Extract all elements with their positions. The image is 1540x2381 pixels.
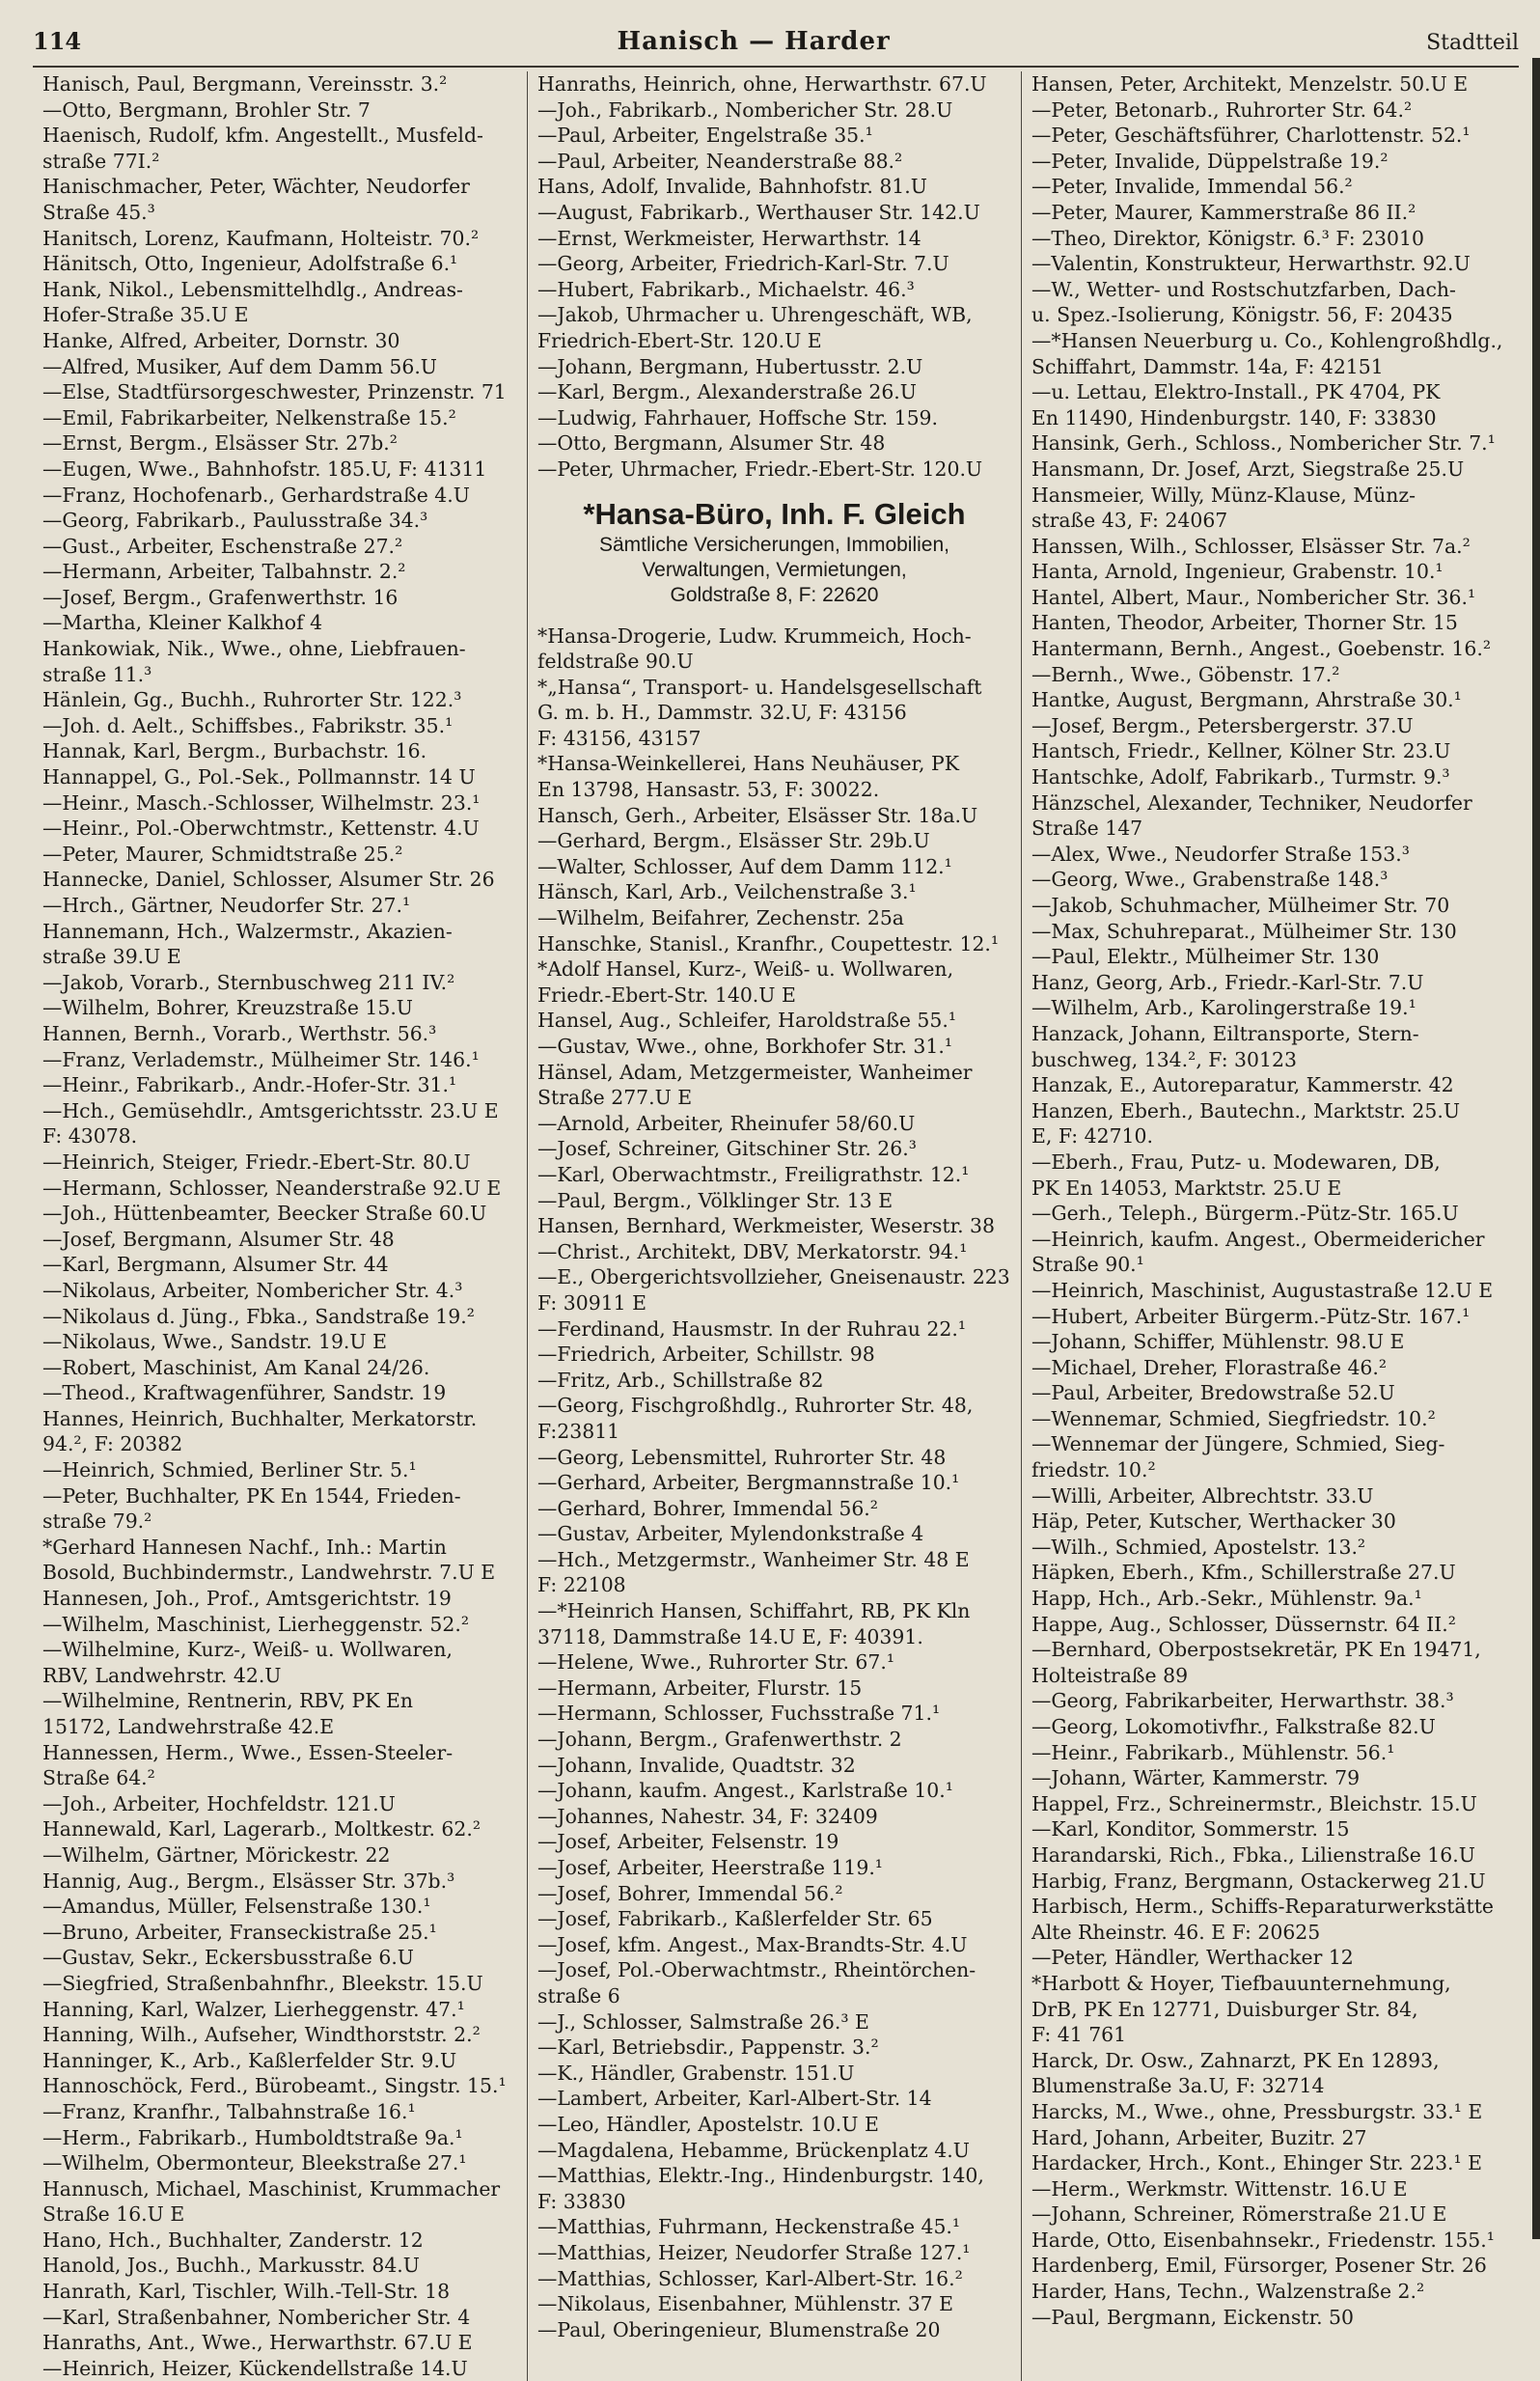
- directory-entry: *Gerhard Hannesen Nachf., Inh.: Martin: [42, 1535, 447, 1559]
- directory-entry: Hannusch, Michael, Maschinist, Krummacher: [42, 2176, 501, 2201]
- directory-entry: —Josef, Bergm., Petersbergerstr. 37.U: [1031, 713, 1414, 737]
- directory-entry: —Gerhard, Bergm., Elsässer Str. 29b.U: [537, 829, 930, 853]
- directory-entry: —Friedrich, Arbeiter, Schillstr. 98: [537, 1343, 875, 1367]
- directory-entry: Alte Rheinstr. 46. E F: 20625: [1031, 1920, 1321, 1944]
- directory-entry: DrB, PK En 12771, Duisburger Str. 84,: [1031, 1997, 1418, 2021]
- directory-entry: Happe, Aug., Schlosser, Düssernstr. 64 II.²: [1031, 1612, 1456, 1636]
- middle-entries-top: [537, 71, 1011, 483]
- directory-entry: Hardenberg, Emil, Fürsorger, Posener Str. 26: [1031, 2254, 1487, 2278]
- directory-entry: —Ernst, Werkmeister, Herwarthstr. 14: [537, 226, 921, 250]
- directory-entry: *Harbott & Hoyer, Tiefbauunternehmung,: [1031, 1971, 1451, 1995]
- directory-entry: PK En 14053, Marktstr. 25.U E: [1031, 1176, 1342, 1200]
- directory-entry: —Christ., Architekt, DBV, Merkatorstr. 94.¹: [537, 1239, 968, 1263]
- directory-entry: —Johann, kaufm. Angest., Karlstraße 10.¹: [537, 1779, 953, 1803]
- directory-entry: —Wilhelmine, Kurz-, Weiß- u. Wollwaren,: [42, 1638, 453, 1662]
- directory-entry: Straße 147: [1031, 817, 1143, 841]
- directory-entry: *Hansa-Drogerie, Ludw. Krummeich, Hoch-: [537, 623, 972, 648]
- directory-entry: Harbig, Franz, Bergmann, Ostackerweg 21.U: [1031, 1869, 1486, 1893]
- directory-entry: Blumenstraße 3a.U, F: 32714: [1031, 2074, 1325, 2098]
- directory-entry: —Heinrich, Schmied, Berliner Str. 5.¹: [42, 1458, 417, 1482]
- directory-entry: —Karl, Betriebsdir., Pappenstr. 3.²: [537, 2035, 879, 2060]
- directory-entry: Hank, Nikol., Lebensmittelhdlg., Andreas-: [42, 277, 463, 301]
- directory-entry: —Otto, Bergmann, Alsumer Str. 48: [537, 431, 886, 456]
- directory-entry: Hannappel, G., Pol.-Sek., Pollmannstr. 14 U: [42, 765, 476, 789]
- directory-entry: —Max, Schuhreparat., Mülheimer Str. 130: [1031, 919, 1457, 943]
- directory-entry: —Jakob, Vorarb., Sternbuschweg 211 IV.²: [42, 970, 455, 994]
- directory-entry: —E., Obergerichtsvollzieher, Gneisenaustr. 223: [537, 1265, 1010, 1289]
- directory-entry: —Heinrich, Maschinist, Augustastraße 12.U E: [1031, 1278, 1494, 1302]
- directory-entry: Hanten, Theodor, Arbeiter, Thorner Str. 15: [1031, 611, 1458, 635]
- directory-entry: —Peter, Invalide, Immendal 56.²: [1031, 175, 1353, 199]
- directory-entry: —Wennemar der Jüngere, Schmied, Sieg-: [1031, 1432, 1445, 1456]
- directory-entry: —Joh., Hüttenbeamter, Beecker Straße 60.U: [42, 1202, 487, 1226]
- ad-firm-name: *Hansa-Büro, Inh. F. Gleich: [583, 496, 966, 531]
- directory-entry: —Josef, Arbeiter, Heerstraße 119.¹: [537, 1856, 883, 1879]
- directory-entry: Hantsch, Friedr., Kellner, Kölner Str. 23.U: [1031, 739, 1451, 763]
- directory-entry: F: 33830: [537, 2189, 626, 2213]
- directory-entry: —Hermann, Schlosser, Fuchsstraße 71.¹: [537, 1702, 941, 1726]
- directory-entry: —Alfred, Musiker, Auf dem Damm 56.U: [42, 354, 437, 378]
- directory-entry: —Peter, Uhrmacher, Friedr.-Ebert-Str. 120.U: [537, 457, 983, 481]
- directory-entry: —Jakob, Schuhmacher, Mülheimer Str. 70: [1031, 894, 1450, 917]
- directory-entry: Hannen, Bernh., Vorarb., Werthstr. 56.³: [42, 1021, 437, 1045]
- directory-entry: Hantke, August, Bergmann, Ahrstraße 30.¹: [1031, 688, 1462, 712]
- directory-entry: Bosold, Buchbindermstr., Landwehrstr. 7.U E: [42, 1561, 496, 1585]
- directory-entry: Haenisch, Rudolf, kfm. Angestellt., Musfeld-: [42, 124, 483, 148]
- directory-entry: —Joh. d. Aelt., Schiffsbes., Fabrikstr. 35.¹: [42, 713, 454, 737]
- directory-entry: —Walter, Schlosser, Auf dem Damm 112.¹: [537, 854, 952, 878]
- directory-entry: Hannoschöck, Ferd., Bürobeamt., Singstr. 15.¹: [42, 2074, 507, 2098]
- directory-entry: Hardacker, Hrch., Kont., Ehinger Str. 223.¹ E: [1031, 2151, 1483, 2175]
- directory-entry: Harbisch, Herm., Schiffs-Reparaturwerkstätte: [1031, 1895, 1495, 1919]
- directory-entry: —Johann, Invalide, Quadtstr. 32: [537, 1753, 856, 1777]
- directory-entry: Friedr.-Ebert-Str. 140.U E: [537, 983, 796, 1007]
- ad-line: Sämtliche Versicherungen, Immobilien,: [598, 533, 949, 556]
- directory-entry: —Bruno, Arbeiter, Franseckistraße 25.¹: [42, 1920, 437, 1944]
- directory-entry: —Wilhelm, Bohrer, Kreuzstraße 15.U: [42, 996, 413, 1020]
- directory-entry: —Leo, Händler, Apostelstr. 10.U E: [537, 2112, 879, 2136]
- directory-entry: Hanisch, Paul, Bergmann, Vereinsstr. 3.²: [42, 72, 448, 96]
- directory-entry: Häp, Peter, Kutscher, Werthacker 30: [1031, 1509, 1396, 1534]
- directory-entry: Harck, Dr. Osw., Zahnarzt, PK En 12893,: [1031, 2048, 1440, 2072]
- directory-entry: —Karl, Konditor, Sommerstr. 15: [1031, 1817, 1350, 1841]
- directory-entry: —Matthias, Heizer, Neudorfer Straße 127.¹: [537, 2240, 971, 2264]
- directory-entry: Hantschke, Adolf, Fabrikarb., Turmstr. 9.³: [1031, 765, 1450, 789]
- directory-entry: —Gustav, Arbeiter, Mylendonkstraße 4: [537, 1522, 924, 1546]
- directory-entry: —Karl, Straßenbahner, Nombericher Str. 4: [42, 2305, 471, 2329]
- directory-entry: Straße 45.³: [42, 200, 155, 224]
- directory-entry: —Josef, Bergm., Grafenwerthstr. 16: [42, 585, 399, 609]
- directory-entry: —Ernst, Bergm., Elsässer Str. 27b.²: [42, 431, 398, 456]
- middle-entries-bottom: [537, 623, 1011, 2343]
- directory-entry: —Peter, Händler, Werthacker 12: [1031, 1946, 1354, 1970]
- directory-entry: —Paul, Oberingenieur, Blumenstraße 20: [537, 2317, 941, 2341]
- directory-entry: —Wilhelmine, Rentnerin, RBV, PK En: [42, 1689, 413, 1713]
- directory-entry: Hanrath, Karl, Tischler, Wilh.-Tell-Str. 18: [42, 2280, 451, 2304]
- directory-entry: Hannak, Karl, Bergm., Burbachstr. 16.: [42, 739, 427, 763]
- directory-entry: Harandarski, Rich., Fbka., Lilienstraße 16.U: [1031, 1842, 1475, 1867]
- directory-entry: —Nikolaus, Eisenbahner, Mühlenstr. 37 E: [537, 2292, 954, 2316]
- directory-entry: —Bernhard, Oberpostsekretär, PK En 19471,: [1031, 1638, 1481, 1662]
- directory-entry: Hanraths, Ant., Wwe., Herwarthstr. 67.U E: [42, 2331, 473, 2355]
- directory-entry: —Heinr., Fabrikarb., Andr.-Hofer-Str. 31.¹: [42, 1073, 457, 1097]
- directory-entry: —Georg, Fabrikarb., Paulusstraße 34.³: [42, 509, 428, 533]
- directory-entry: —Nikolaus d. Jüng., Fbka., Sandstraße 19.²: [42, 1304, 475, 1328]
- directory-entry: —Siegfried, Straßenbahnfhr., Bleekstr. 15.U: [42, 1971, 483, 1995]
- directory-entry: —Wilhelm, Beifahrer, Zechenstr. 25a: [537, 906, 904, 930]
- directory-entry: —Herm., Werkmstr. Wittenstr. 16.U E: [1031, 2176, 1408, 2201]
- column-right: [1021, 71, 1515, 2381]
- directory-entry: —Heinrich, Heizer, Kückendellstraße 14.U: [42, 2356, 468, 2380]
- directory-entry: —Willi, Arbeiter, Albrechtstr. 33.U: [1031, 1483, 1374, 1508]
- directory-entry: —Matthias, Elektr.-Ing., Hindenburgstr. 140,: [537, 2164, 984, 2188]
- directory-entry: —Georg, Fischgroßhdlg., Ruhrorter Str. 48,: [537, 1394, 974, 1418]
- columns: [33, 71, 1519, 2381]
- directory-entry: 37118, Dammstraße 14.U E, F: 40391.: [537, 1624, 923, 1648]
- advertisement-hansa-buero: [537, 496, 1011, 608]
- directory-entry: Hard, Johann, Arbeiter, Buzitr. 27: [1031, 2125, 1367, 2149]
- directory-entry: Hannemann, Hch., Walzermstr., Akazien-: [42, 919, 453, 943]
- directory-entry: —Paul, Bergmann, Eickenstr. 50: [1031, 2305, 1354, 2329]
- directory-entry: —Amandus, Müller, Felsenstraße 130.¹: [42, 1895, 431, 1919]
- directory-entry: 15172, Landwehrstraße 42.E: [42, 1715, 335, 1738]
- directory-entry: —Peter, Buchhalter, PK En 1544, Frieden-: [42, 1483, 461, 1508]
- directory-entry: —Johannes, Nahestr. 34, F: 32409: [537, 1804, 878, 1828]
- directory-entry: —*Hansen Neuerburg u. Co., Kohlengroßhdlg.,: [1031, 328, 1503, 352]
- directory-entry: —Johann, Bergmann, Hubertusstr. 2.U: [537, 354, 923, 378]
- directory-entry: Hanzen, Eberh., Bautechn., Marktstr. 25.U: [1031, 1098, 1461, 1122]
- directory-entry: Harcks, M., Wwe., ohne, Pressburgstr. 33.¹ E: [1031, 2099, 1483, 2123]
- directory-entry: —Paul, Arbeiter, Bredowstraße 52.U: [1031, 1381, 1395, 1405]
- directory-entry: —Josef, Bergmann, Alsumer Str. 48: [42, 1227, 395, 1251]
- directory-entry: Harder, Hans, Techn., Walzenstraße 2.²: [1031, 2280, 1425, 2304]
- directory-entry: Straße 64.²: [42, 1766, 155, 1790]
- directory-entry: Hansmeier, Willy, Münz-Klause, Münz-: [1031, 483, 1416, 507]
- directory-entry: Hanz, Georg, Arb., Friedr.-Karl-Str. 7.U: [1031, 970, 1424, 994]
- directory-entry: —Peter, Geschäftsführer, Charlottenstr. 52.¹: [1031, 124, 1471, 148]
- directory-entry: F: 22108: [537, 1573, 626, 1597]
- directory-entry: —Hubert, Fabrikarb., Michaelstr. 46.³: [537, 277, 915, 301]
- directory-entry: Hanning, Wilh., Aufseher, Windthorststr. 2.²: [42, 2023, 481, 2047]
- directory-entry: —Valentin, Konstrukteur, Herwarthstr. 92.U: [1031, 252, 1471, 276]
- directory-entry: straße 39.U E: [42, 945, 181, 969]
- directory-entry: —Theod., Kraftwagenführer, Sandstr. 19: [42, 1381, 447, 1405]
- directory-entry: friedstr. 10.²: [1031, 1458, 1156, 1482]
- directory-entry: —Paul, Elektr., Mülheimer Str. 130: [1031, 945, 1380, 969]
- directory-entry: E, F: 42710.: [1031, 1124, 1153, 1149]
- directory-entry: Happel, Frz., Schreinermstr., Bleichstr. 15.U: [1031, 1791, 1477, 1815]
- section-label: Stadtteil: [1426, 31, 1519, 55]
- directory-entry: Friedrich-Ebert-Str. 120.U E: [537, 328, 822, 352]
- directory-entry: —Hermann, Arbeiter, Talbahnstr. 2.²: [42, 560, 406, 584]
- directory-entry: —Gerhard, Bohrer, Immendal 56.²: [537, 1496, 878, 1520]
- directory-entry: G. m. b. H., Dammstr. 32.U, F: 43156: [537, 701, 907, 725]
- directory-entry: RBV, Landwehrstr. 42.U: [42, 1663, 282, 1687]
- directory-entry: En 11490, Hindenburgstr. 140, F: 33830: [1031, 405, 1437, 429]
- directory-entry: —Karl, Bergmann, Alsumer Str. 44: [42, 1253, 389, 1277]
- directory-entry: Hans, Adolf, Invalide, Bahnhofstr. 81.U: [537, 175, 927, 199]
- directory-entry: —Else, Stadtfürsorgeschwester, Prinzenstr. 71: [42, 380, 507, 404]
- directory-entry: —Franz, Kranfhr., Talbahnstraße 16.¹: [42, 2099, 416, 2123]
- directory-entry: —Fritz, Arb., Schillstraße 82: [537, 1368, 824, 1392]
- directory-entry: F: 41 761: [1031, 2023, 1127, 2047]
- directory-entry: Hankowiak, Nik., Wwe., ohne, Liebfrauen-: [42, 637, 466, 661]
- directory-entry: —Hrch., Gärtner, Neudorfer Str. 27.¹: [42, 894, 411, 917]
- directory-entry: —Magdalena, Hebamme, Brückenplatz 4.U: [537, 2138, 970, 2162]
- column-middle: [527, 71, 1021, 2381]
- directory-entry: —Johann, Bergm., Grafenwerthstr. 2: [537, 1728, 902, 1752]
- directory-entry: —K., Händler, Grabenstr. 151.U: [537, 2061, 855, 2085]
- directory-entry: —Peter, Maurer, Schmidtstraße 25.²: [42, 842, 403, 866]
- directory-entry: —Ludwig, Fahrhauer, Hoffsche Str. 159.: [537, 405, 939, 429]
- directory-entry: —Wilhelm, Gärtner, Mörickestr. 22: [42, 1842, 391, 1867]
- directory-entry: Hanzack, Johann, Eiltransporte, Stern-: [1031, 1021, 1419, 1045]
- directory-entry: Hantermann, Bernh., Angest., Goebenstr. 16.²: [1031, 637, 1492, 661]
- directory-entry: —Josef, Bohrer, Immendal 56.²: [537, 1881, 843, 1905]
- directory-entry: —Lambert, Arbeiter, Karl-Albert-Str. 14: [537, 2087, 932, 2111]
- directory-entry: —Heinr., Masch.-Schlosser, Wilhelmstr. 23.¹: [42, 790, 481, 815]
- directory-entry: Harde, Otto, Eisenbahnsekr., Friedenstr. 155.¹: [1031, 2228, 1495, 2252]
- directory-entry: Hanraths, Heinrich, ohne, Herwarthstr. 67.U: [537, 72, 987, 96]
- directory-entry: —Franz, Verlademstr., Mülheimer Str. 146.¹: [42, 1047, 480, 1071]
- directory-entry: —Peter, Betonarb., Ruhrorter Str. 64.²: [1031, 97, 1413, 122]
- directory-entry: —Gerhard, Arbeiter, Bergmannstraße 10.¹: [537, 1471, 960, 1495]
- ad-line: Verwaltungen, Vermietungen,: [642, 558, 907, 581]
- directory-entry: Hanssen, Wilh., Schlosser, Elsässer Str. 7a.²: [1031, 534, 1471, 558]
- directory-entry: —Otto, Bergmann, Brohler Str. 7: [42, 97, 371, 122]
- page-edge: [1532, 58, 1540, 2239]
- directory-entry: Hano, Hch., Buchhalter, Zanderstr. 12: [42, 2228, 424, 2252]
- directory-entry: —Theo, Direktor, Königstr. 6.³ F: 23010: [1031, 226, 1424, 250]
- directory-entry: Hänitsch, Otto, Ingenieur, Adolfstraße 6.¹: [42, 252, 458, 276]
- directory-entry: —Peter, Invalide, Düppelstraße 19.²: [1031, 149, 1389, 173]
- directory-entry: —Jakob, Uhrmacher u. Uhrengeschäft, WB,: [537, 303, 973, 327]
- directory-entry: Hänsch, Karl, Arb., Veilchenstraße 3.¹: [537, 880, 917, 904]
- directory-entry: buschweg, 134.², F: 30123: [1031, 1047, 1297, 1071]
- directory-entry: F: 43156, 43157: [537, 726, 701, 750]
- directory-entry: Hofer-Straße 35.U E: [42, 303, 249, 327]
- directory-entry: —Hch., Gemüsehdlr., Amtsgerichtsstr. 23.U E: [42, 1098, 499, 1122]
- directory-entry: —u. Lettau, Elektro-Install., PK 4704, PK: [1031, 380, 1441, 404]
- directory-entry: Hannecke, Daniel, Schlosser, Alsumer Str. 26: [42, 868, 495, 892]
- directory-entry: —Johann, Schreiner, Römerstraße 21.U E: [1031, 2202, 1447, 2227]
- directory-entry: Hansen, Bernhard, Werkmeister, Weserstr. 38: [537, 1214, 995, 1238]
- directory-entry: —Gust., Arbeiter, Eschenstraße 27.²: [42, 534, 403, 558]
- directory-entry: —Georg, Wwe., Grabenstraße 148.³: [1031, 868, 1389, 892]
- directory-entry: —Wilhelm, Arb., Karolingerstraße 19.¹: [1031, 996, 1416, 1020]
- ad-line: Goldstraße 8, F: 22620: [670, 583, 879, 606]
- directory-entry: —Nikolaus, Wwe., Sandstr. 19.U E: [42, 1330, 387, 1354]
- directory-entry: —Paul, Arbeiter, Engelstraße 35.¹: [537, 124, 873, 148]
- directory-entry: —Paul, Bergm., Völklinger Str. 13 E: [537, 1188, 894, 1212]
- directory-entry: —Nikolaus, Arbeiter, Nombericher Str. 4.³: [42, 1278, 463, 1302]
- directory-entry: feldstraße 90.U: [537, 650, 694, 674]
- directory-entry: —Herm., Fabrikarb., Humboldtstraße 9a.¹: [42, 2125, 463, 2149]
- directory-entry: Straße 277.U E: [537, 1086, 693, 1110]
- directory-entry: Straße 16.U E: [42, 2202, 185, 2227]
- directory-entry: —Gustav, Sekr., Eckersbusstraße 6.U: [42, 1946, 414, 1970]
- directory-entry: Hänsel, Adam, Metzgermeister, Wanheimer: [537, 1060, 973, 1084]
- directory-entry: —Hermann, Arbeiter, Flurstr. 15: [537, 1675, 863, 1700]
- directory-entry: —Wilhelm, Obermonteur, Bleekstraße 27.¹: [42, 2151, 467, 2175]
- directory-entry: F:23811: [537, 1419, 620, 1443]
- directory-entry: —Georg, Fabrikarbeiter, Herwarthstr. 38.³: [1031, 1689, 1454, 1713]
- directory-entry: Hannig, Aug., Bergm., Elsässer Str. 37b.³: [42, 1869, 455, 1893]
- directory-entry: Hantel, Albert, Maur., Nombericher Str. 36.¹: [1031, 585, 1476, 609]
- directory-entry: —Josef, Pol.-Oberwachtmstr., Rheintörchen-: [537, 1958, 976, 1982]
- directory-entry: Hanning, Karl, Walzer, Lierheggenstr. 47.¹: [42, 1997, 465, 2021]
- directory-entry: —Hch., Metzgermstr., Wanheimer Str. 48 E: [537, 1547, 970, 1571]
- directory-entry: —Peter, Maurer, Kammerstraße 86 II.²: [1031, 200, 1416, 224]
- directory-entry: —Heinr., Fabrikarb., Mühlenstr. 56.¹: [1031, 1740, 1395, 1764]
- directory-entry: —August, Fabrikarb., Werthauser Str. 142.U: [537, 200, 980, 224]
- directory-entry: Holteistraße 89: [1031, 1663, 1189, 1687]
- directory-entry: —W., Wetter- und Rostschutzfarben, Dach-: [1031, 277, 1456, 301]
- directory-entry: 94.², F: 20382: [42, 1432, 183, 1456]
- directory-entry: —Georg, Arbeiter, Friedrich-Karl-Str. 7.U: [537, 252, 949, 276]
- directory-entry: —Matthias, Fuhrmann, Heckenstraße 45.¹: [537, 2215, 961, 2239]
- directory-entry: —Alex, Wwe., Neudorfer Straße 153.³: [1031, 842, 1410, 866]
- directory-entry: —Karl, Bergm., Alexanderstraße 26.U: [537, 380, 917, 404]
- directory-entry: straße 79.²: [42, 1509, 152, 1534]
- directory-entry: —Gerh., Teleph., Bürgerm.-Pütz-Str. 165.U: [1031, 1202, 1459, 1226]
- directory-entry: *Adolf Hansel, Kurz-, Weiß- u. Wollwaren,: [537, 957, 954, 982]
- directory-entry: —Josef, Fabrikarb., Kaßlerfelder Str. 65: [537, 1907, 933, 1931]
- directory-entry: En 13798, Hansastr. 53, F: 30022.: [537, 778, 880, 802]
- directory-entry: —Heinrich, kaufm. Angest., Obermeidericher: [1031, 1227, 1485, 1251]
- directory-entry: *Hansa-Weinkellerei, Hans Neuhäuser, PK: [537, 752, 959, 776]
- directory-entry: —Joh., Arbeiter, Hochfeldstr. 121.U: [42, 1791, 396, 1815]
- directory-entry: —Bernh., Wwe., Göbenstr. 17.²: [1031, 662, 1340, 686]
- directory-entry: Hansen, Peter, Architekt, Menzelstr. 50.U E: [1031, 72, 1469, 96]
- directory-entry: Hansmann, Dr. Josef, Arzt, Siegstraße 25.U: [1031, 457, 1465, 481]
- directory-entry: Hanschke, Stanisl., Kranfhr., Coupettestr. 12.¹: [537, 931, 1000, 955]
- directory-entry: F: 30911 E: [537, 1290, 647, 1315]
- page-header: [33, 27, 1519, 68]
- directory-entry: —Michael, Dreher, Florastraße 46.²: [1031, 1355, 1388, 1379]
- directory-entry: F: 43078.: [42, 1124, 138, 1149]
- directory-entry: —Johann, Wärter, Kammerstr. 79: [1031, 1766, 1361, 1790]
- directory-entry: —Karl, Oberwachtmstr., Freiligrathstr. 12.¹: [537, 1162, 970, 1186]
- directory-entry: u. Spez.-Isolierung, Königstr. 56, F: 20435: [1031, 303, 1453, 327]
- directory-entry: Hanta, Arnold, Ingenieur, Grabenstr. 10.¹: [1031, 560, 1444, 584]
- directory-entry: Hanke, Alfred, Arbeiter, Dornstr. 30: [42, 328, 400, 352]
- directory-entry: —Josef, Arbeiter, Felsenstr. 19: [537, 1830, 839, 1854]
- directory-entry: Hänlein, Gg., Buchh., Ruhrorter Str. 122.³: [42, 688, 462, 712]
- directory-entry: —Eberh., Frau, Putz- u. Modewaren, DB,: [1031, 1149, 1441, 1174]
- directory-entry: Hannessen, Herm., Wwe., Essen-Steeler-: [42, 1740, 454, 1764]
- directory-entry: —*Heinrich Hansen, Schiffahrt, RB, PK Kln: [537, 1599, 971, 1623]
- directory-entry: *„Hansa“, Transport- u. Handelsgesellschaft: [537, 675, 982, 699]
- directory-entry: Hanninger, K., Arb., Kaßlerfelder Str. 9.U: [42, 2048, 457, 2072]
- column-left: [33, 71, 527, 2381]
- directory-entry: —Heinr., Pol.-Oberwchtmstr., Kettenstr. 4.U: [42, 817, 480, 841]
- directory-entry: —Franz, Hochofenarb., Gerhardstraße 4.U: [42, 483, 470, 507]
- directory-entry: —Hermann, Schlosser, Neanderstraße 92.U E: [42, 1176, 502, 1200]
- directory-entry: Hansch, Gerh., Arbeiter, Elsässer Str. 18a.U: [537, 803, 978, 827]
- directory-entry: Hanitsch, Lorenz, Kaufmann, Holteistr. 70.²: [42, 226, 480, 250]
- directory-entry: —Joh., Fabrikarb., Nombericher Str. 28.U: [537, 97, 953, 122]
- directory-entry: —Eugen, Wwe., Bahnhofstr. 185.U, F: 41311: [42, 457, 487, 481]
- directory-entry: Häpken, Eberh., Kfm., Schillerstraße 27.U: [1031, 1561, 1456, 1585]
- directory-entry: —Wennemar, Schmied, Siegfriedstr. 10.²: [1031, 1406, 1436, 1430]
- directory-entry: —Gustav, Wwe., ohne, Borkhofer Str. 31.¹: [537, 1035, 953, 1058]
- directory-entry: Hannesen, Joh., Prof., Amtsgerichtstr. 19: [42, 1587, 452, 1611]
- directory-entry: —Matthias, Schlosser, Karl-Albert-Str. 16.²: [537, 2266, 963, 2290]
- directory-entry: straße 11.³: [42, 662, 152, 686]
- directory-entry: Hansink, Gerh., Schloss., Nombericher Str. 7.¹: [1031, 431, 1496, 456]
- directory-entry: Hansel, Aug., Schleifer, Haroldstraße 55.¹: [537, 1009, 957, 1033]
- directory-entry: Hänzschel, Alexander, Techniker, Neudorfer: [1031, 790, 1472, 815]
- directory-entry: —Arnold, Arbeiter, Rheinufer 58/60.U: [537, 1111, 916, 1135]
- directory-entry: Hannes, Heinrich, Buchhalter, Merkatorstr.: [42, 1406, 478, 1430]
- directory-entry: Hanischmacher, Peter, Wächter, Neudorfer: [42, 175, 470, 199]
- directory-entry: —Georg, Lokomotivfhr., Falkstraße 82.U: [1031, 1715, 1436, 1738]
- directory-entry: Schiffahrt, Dammstr. 14a, F: 42151: [1031, 354, 1384, 378]
- directory-entry: straße 77I.²: [42, 149, 160, 173]
- directory-entry: —Heinrich, Steiger, Friedr.-Ebert-Str. 80.U: [42, 1149, 471, 1174]
- directory-entry: —Josef, Schreiner, Gitschiner Str. 26.³: [537, 1137, 917, 1161]
- directory-entry: —Johann, Schiffer, Mühlenstr. 98.U E: [1031, 1330, 1405, 1354]
- directory-entry: Straße 90.¹: [1031, 1253, 1144, 1277]
- directory-entry: —Robert, Maschinist, Am Kanal 24/26.: [42, 1355, 430, 1379]
- directory-entry: —Paul, Arbeiter, Neanderstraße 88.²: [537, 149, 903, 173]
- directory-entry: Hanzak, E., Autoreparatur, Kammerstr. 42: [1031, 1073, 1454, 1097]
- directory-entry: Happ, Hch., Arb.-Sekr., Mühlenstr. 9a.¹: [1031, 1587, 1422, 1611]
- page-title: Hanisch — Harder: [617, 27, 891, 56]
- directory-entry: Hannewald, Karl, Lagerarb., Moltkestr. 62.²: [42, 1817, 481, 1841]
- directory-entry: —J., Schlosser, Salmstraße 26.³ E: [537, 2009, 869, 2034]
- directory-entry: —Georg, Lebensmittel, Ruhrorter Str. 48: [537, 1445, 947, 1469]
- directory-entry: Hanold, Jos., Buchh., Markusstr. 84.U: [42, 2254, 420, 2278]
- directory-entry: straße 43, F: 24067: [1031, 509, 1228, 533]
- directory-entry: —Wilhelm, Maschinist, Lierheggenstr. 52.²: [42, 1612, 470, 1636]
- directory-entry: —Josef, kfm. Angest., Max-Brandts-Str. 4.U: [537, 1932, 968, 1956]
- directory-entry: —Ferdinand, Hausmstr. In der Ruhrau 22.¹: [537, 1316, 967, 1341]
- directory-entry: —Wilh., Schmied, Apostelstr. 13.²: [1031, 1535, 1366, 1559]
- directory-entry: —Emil, Fabrikarbeiter, Nelkenstraße 15.²: [42, 405, 456, 429]
- directory-entry: straße 6: [537, 1983, 620, 2007]
- directory-entry: —Hubert, Arbeiter Bürgerm.-Pütz-Str. 167.¹: [1031, 1304, 1471, 1328]
- page-number: 114: [33, 27, 82, 55]
- directory-entry: —Helene, Wwe., Ruhrorter Str. 67.¹: [537, 1650, 895, 1675]
- directory-entry: —Martha, Kleiner Kalkhof 4: [42, 611, 323, 635]
